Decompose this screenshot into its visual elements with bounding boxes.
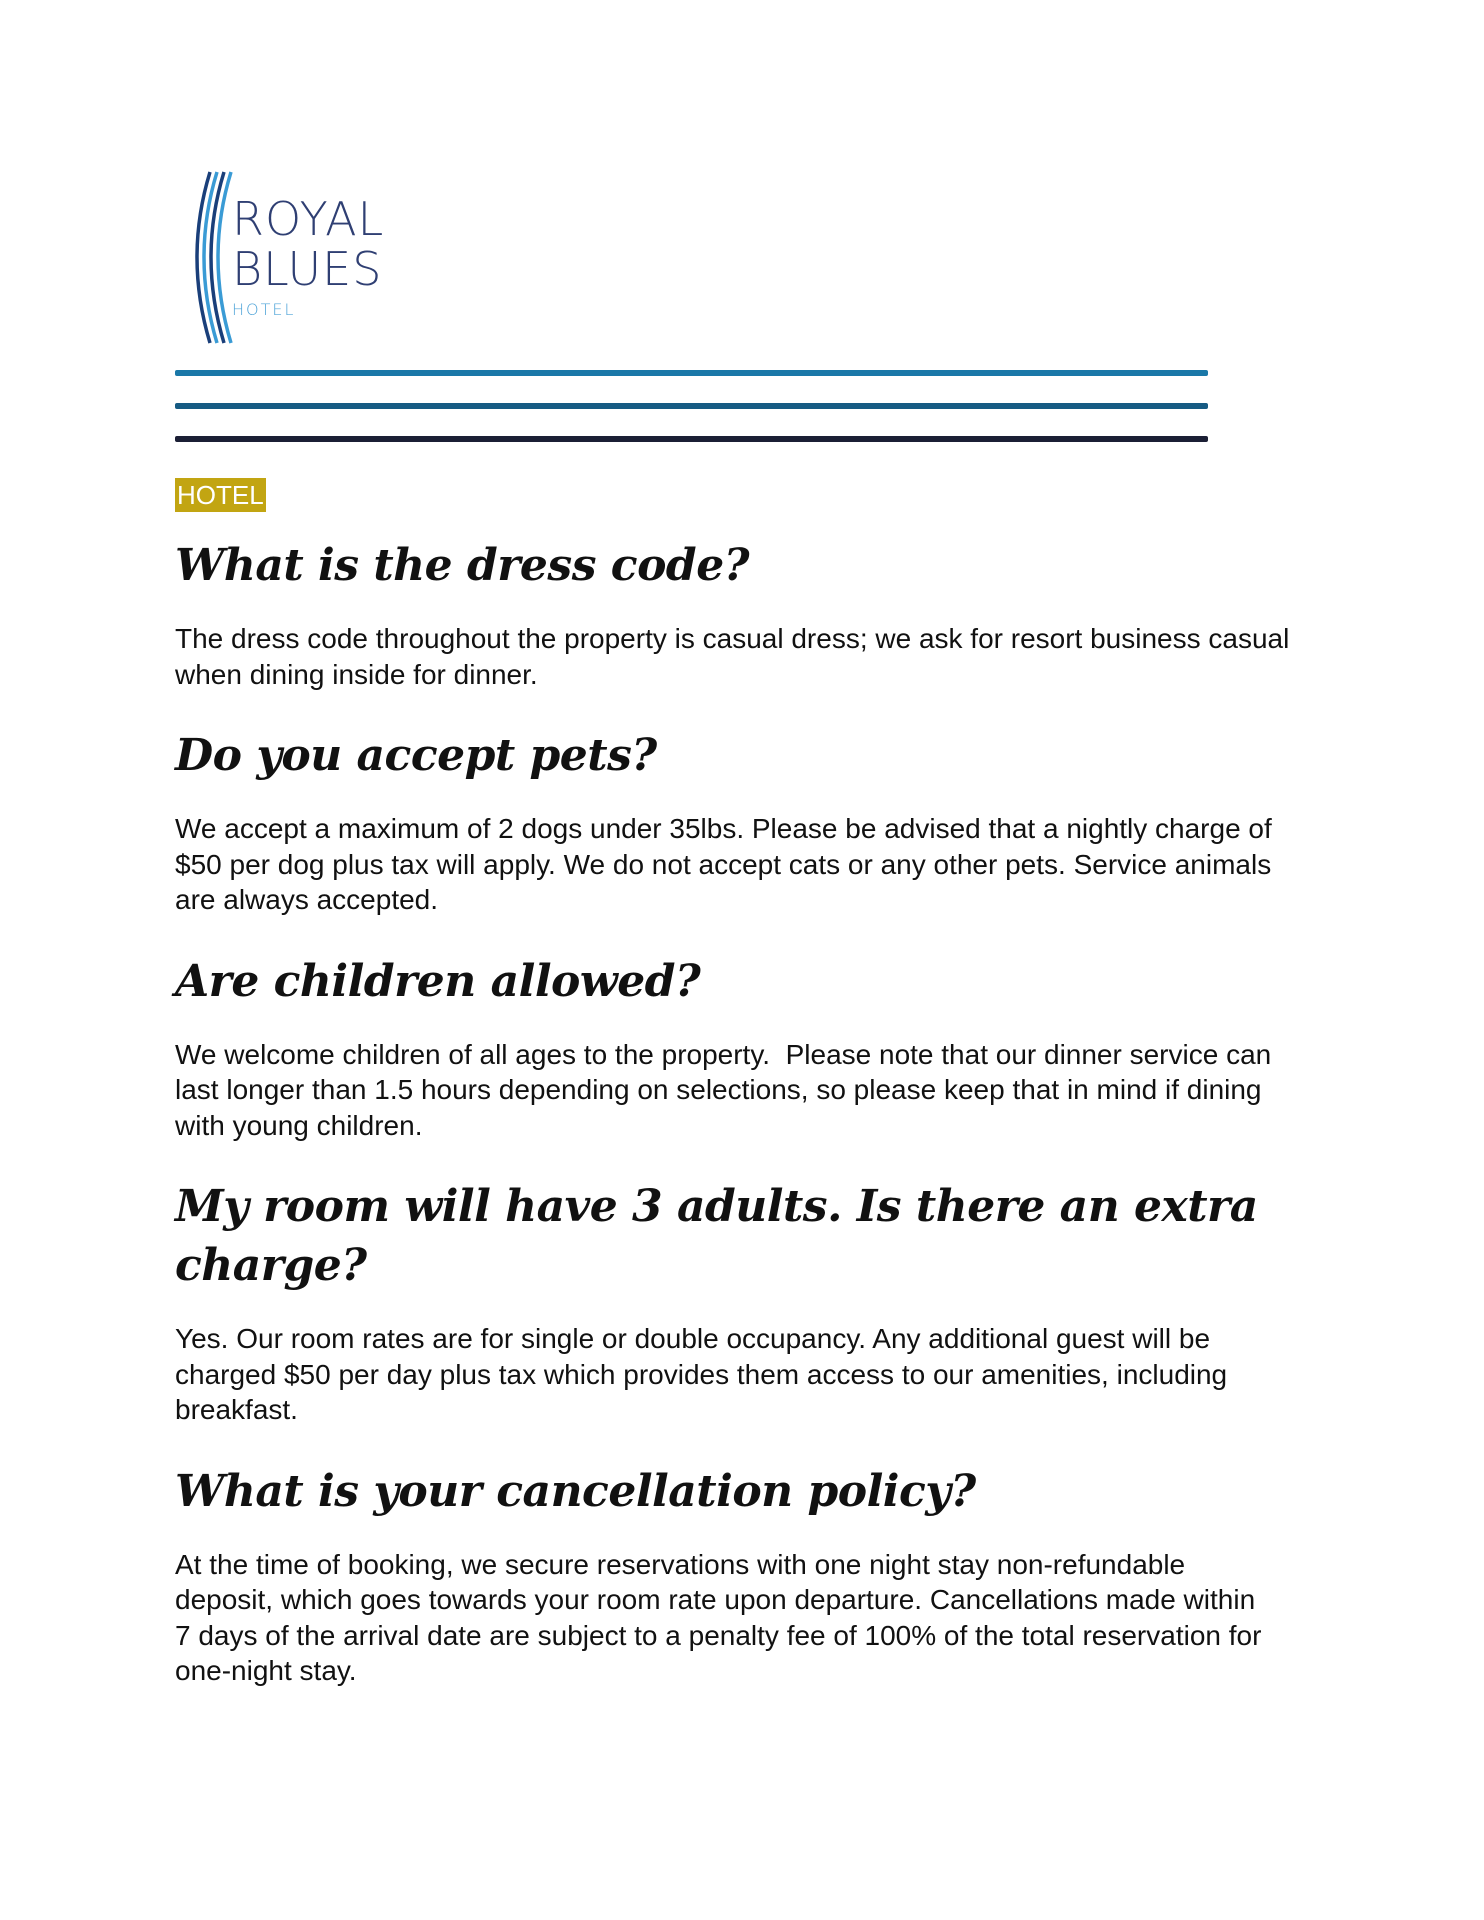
faq-answer: We accept a maximum of 2 dogs under 35lbs. Please be advised that a nightly charge of $50 per dog plus tax will apply. We do not accept cats or any other pets. Service animals are always accepted. (175, 813, 1272, 915)
faq-item (175, 726, 1325, 918)
royal-blues-logo (180, 170, 390, 345)
faq-question: What is the dress code? (175, 540, 749, 591)
logo-line-royal: ROYAL (232, 192, 385, 246)
faq-item (175, 536, 1325, 692)
header-rule-3 (175, 436, 1208, 442)
faq-item (175, 952, 1325, 1144)
faq-answer: At the time of booking, we secure reservations with one night stay non-refundable deposit, which goes towards your room rate upon departure. Cancellations made within 7 days of the arrival date are subject to a penalty fee of 100% of the total reservation for one-night stay. (175, 1548, 1262, 1686)
faq-answer: Yes. Our room rates are for single or double occupancy. Any additional guest will be charged $50 per day plus tax which provides them access to our amenities, including breakfast. (175, 1323, 1228, 1425)
logo-arcs-icon (180, 170, 240, 345)
header-rule-1 (175, 370, 1208, 376)
faq-question: My room will have 3 adults. Is there an extra charge? (175, 1181, 1258, 1291)
logo-wordmark (232, 194, 384, 322)
faq-question: Are children allowed? (175, 955, 701, 1007)
faq-question: Do you accept pets? (175, 730, 657, 781)
faq-content (175, 478, 1325, 1723)
faq-question: What is your cancellation policy? (175, 1465, 976, 1517)
logo-line-hotel: HOTEL (232, 300, 296, 319)
faq-answer: We welcome children of all ages to the property. Please note that our dinner service can last longer than 1.5 hours depending on selections, so please keep that in mind if dining with young children. (175, 1038, 1272, 1141)
section-tag: HOTEL (177, 480, 264, 510)
faq-answer: The dress code throughout the property is casual dress; we ask for resort business casual when dining inside for dinner. (175, 623, 1290, 690)
faq-item (175, 1462, 1325, 1689)
logo-line-blues: BLUES (232, 242, 383, 296)
faq-item (175, 1177, 1325, 1428)
header-rule-2 (175, 403, 1208, 409)
